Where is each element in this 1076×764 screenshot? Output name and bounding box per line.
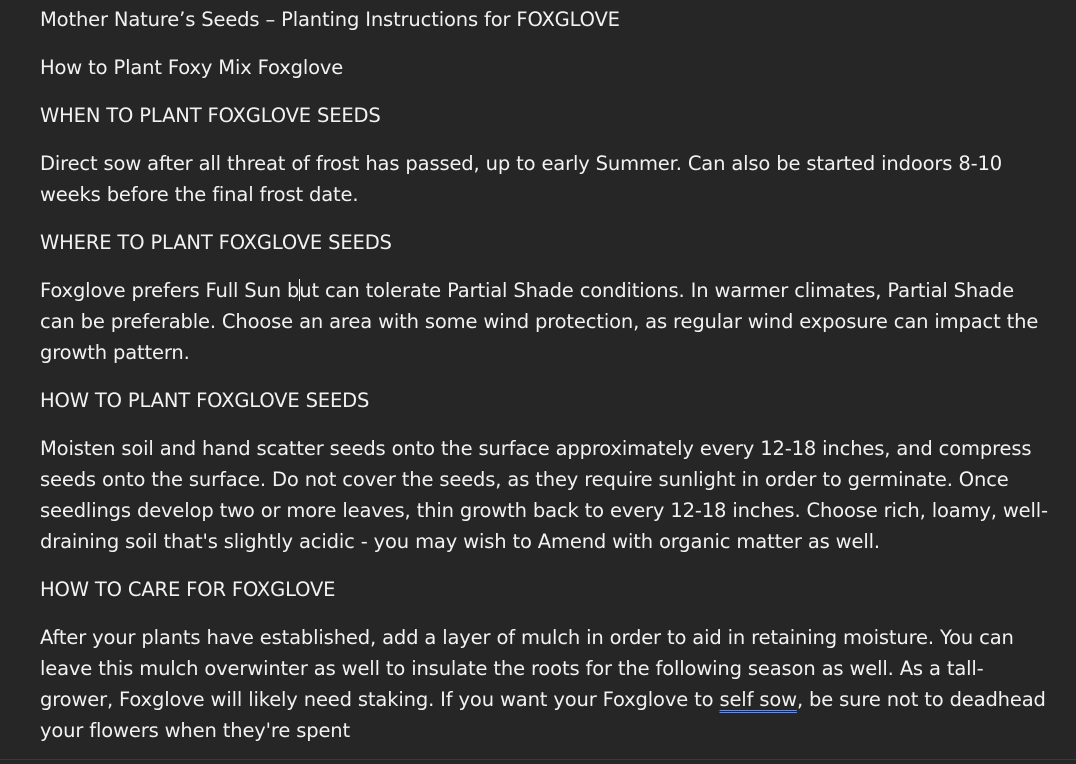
where-text-after-caret: ut can tolerate Partial Shade conditions. In warmer climates, Partial Shade can be preferable. Choose an area with some wind protection, as regular wind exposure can impact the growth pattern. — [40, 279, 1039, 364]
document-body[interactable] — [40, 4, 1050, 763]
care-text-after: , be sure not to deadhead your flowers when they're spent — [40, 688, 1046, 742]
document-title: Mother Nature’s Seeds – Planting Instructions for FOXGLOVE — [40, 8, 620, 31]
section-heading-care: HOW TO CARE FOR FOXGLOVE — [40, 578, 336, 601]
section-body-where — [40, 275, 1050, 368]
section-heading-how: HOW TO PLANT FOXGLOVE SEEDS — [40, 389, 370, 412]
where-text-before-caret: Foxglove prefers Full Sun b — [40, 279, 300, 302]
section-body-care — [40, 622, 1050, 746]
section-body-when: Direct sow after all threat of frost has passed, up to early Summer. Can also be started indoors 8-10 weeks before the final frost date. — [40, 152, 1003, 206]
section-heading-when: WHEN TO PLANT FOXGLOVE SEEDS — [40, 104, 381, 127]
section-heading-where: WHERE TO PLANT FOXGLOVE SEEDS — [40, 231, 392, 254]
page-bottom-divider — [0, 759, 1076, 760]
care-text-before: After your plants have established, add a layer of mulch in order to aid in retaining moisture. You can leave this mulch overwinter as well to insulate the roots for the following season as well. As a tall-grower, Foxglove will likely need staking. If you want your Foxglove to — [40, 626, 1014, 711]
grammar-flagged-phrase[interactable]: self sow — [719, 688, 797, 711]
section-body-how: Moisten soil and hand scatter seeds onto the surface approximately every 12-18 inches, and compress seeds onto the surface. Do not cover the seeds, as they require sunlight in order to germinate. Once seedlings develop two or more leaves, thin growth back to every 12-18 inches. Choose rich, loamy, well-draining soil that's slightly acidic - you may wish to Amend with organic matter as well. — [40, 437, 1048, 553]
document-subtitle: How to Plant Foxy Mix Foxglove — [40, 56, 344, 79]
